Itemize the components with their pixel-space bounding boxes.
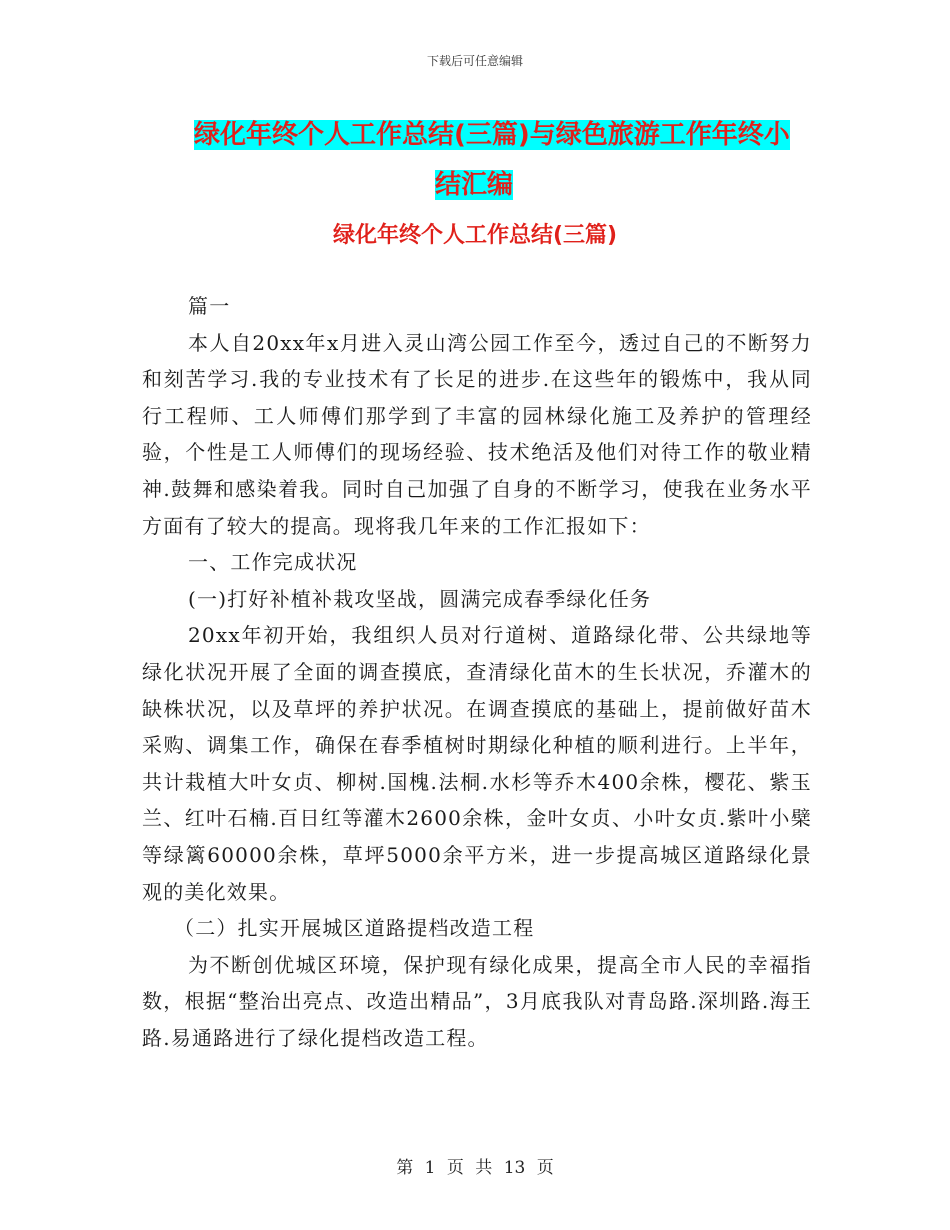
document-body [142,288,812,1056]
document-title [180,110,810,210]
title-line-1: 绿化年终个人工作总结(三篇)与绿色旅游工作年终小 [194,120,790,150]
paragraph-intro: 本人自20xx年x月进入灵山湾公园工作至今，透过自己的不断努力和刻苦学习.我的专业技术有了长足的进步.在这些年的锻炼中，我从同行工程师、工人师傅们那学到了丰富的园林绿化施工及养护的管理经验，个性是工人师傅们的现场经验、技术绝活及他们对待工作的敬业精神.鼓舞和感染着我。同时自己加强了自身的不断学习，使我在业务水平方面有了较大的提高。现将我几年来的工作汇报如下： [142,330,812,538]
heading-subsection-1: (一)打好补植补栽攻坚战，圆满完成春季绿化任务 [188,586,652,611]
title-line-2: 结汇编 [435,170,514,200]
paragraph-spring-greening: 20xx年初开始，我组织人员对行道树、道路绿化带、公共绿地等绿化状况开展了全面的调查摸底，查清绿化苗木的生长状况，乔灌木的缺株状况，以及草坪的养护状况。在调查摸底的基础上，提前做好苗木采购、调集工作，确保在春季植树时期绿化种植的顺利进行。上半年，共计栽植大叶女贞、柳树.国槐.法桐.水杉等乔木400余株，樱花、紫玉兰、红叶石楠.百日红等灌木2600余株，金叶女贞、小叶女贞.紫叶小檗等绿篱60000余株，草坪5000余平方米，进一步提高城区道路绿化景观的美化效果。 [142,623,812,904]
page-number: 第 1 页 共 13 页 [396,1158,554,1178]
section-title: 绿化年终个人工作总结(三篇) [332,223,618,248]
paragraph-part-label: 篇一 [188,294,231,318]
heading-work-status: 一、工作完成状况 [188,550,358,575]
paragraph-road-upgrade: 为不断创优城区环境，保护现有绿化成果，提高全市人民的幸福指数，根据“整治出亮点、改造出精品”，3月底我队对青岛路.深圳路.海王路.易通路进行了绿化提档改造工程。 [142,952,812,1050]
header-note: 下载后可任意编辑 [426,54,523,68]
heading-subsection-2: （二）扎实开展城区道路提档改造工程 [174,916,535,941]
